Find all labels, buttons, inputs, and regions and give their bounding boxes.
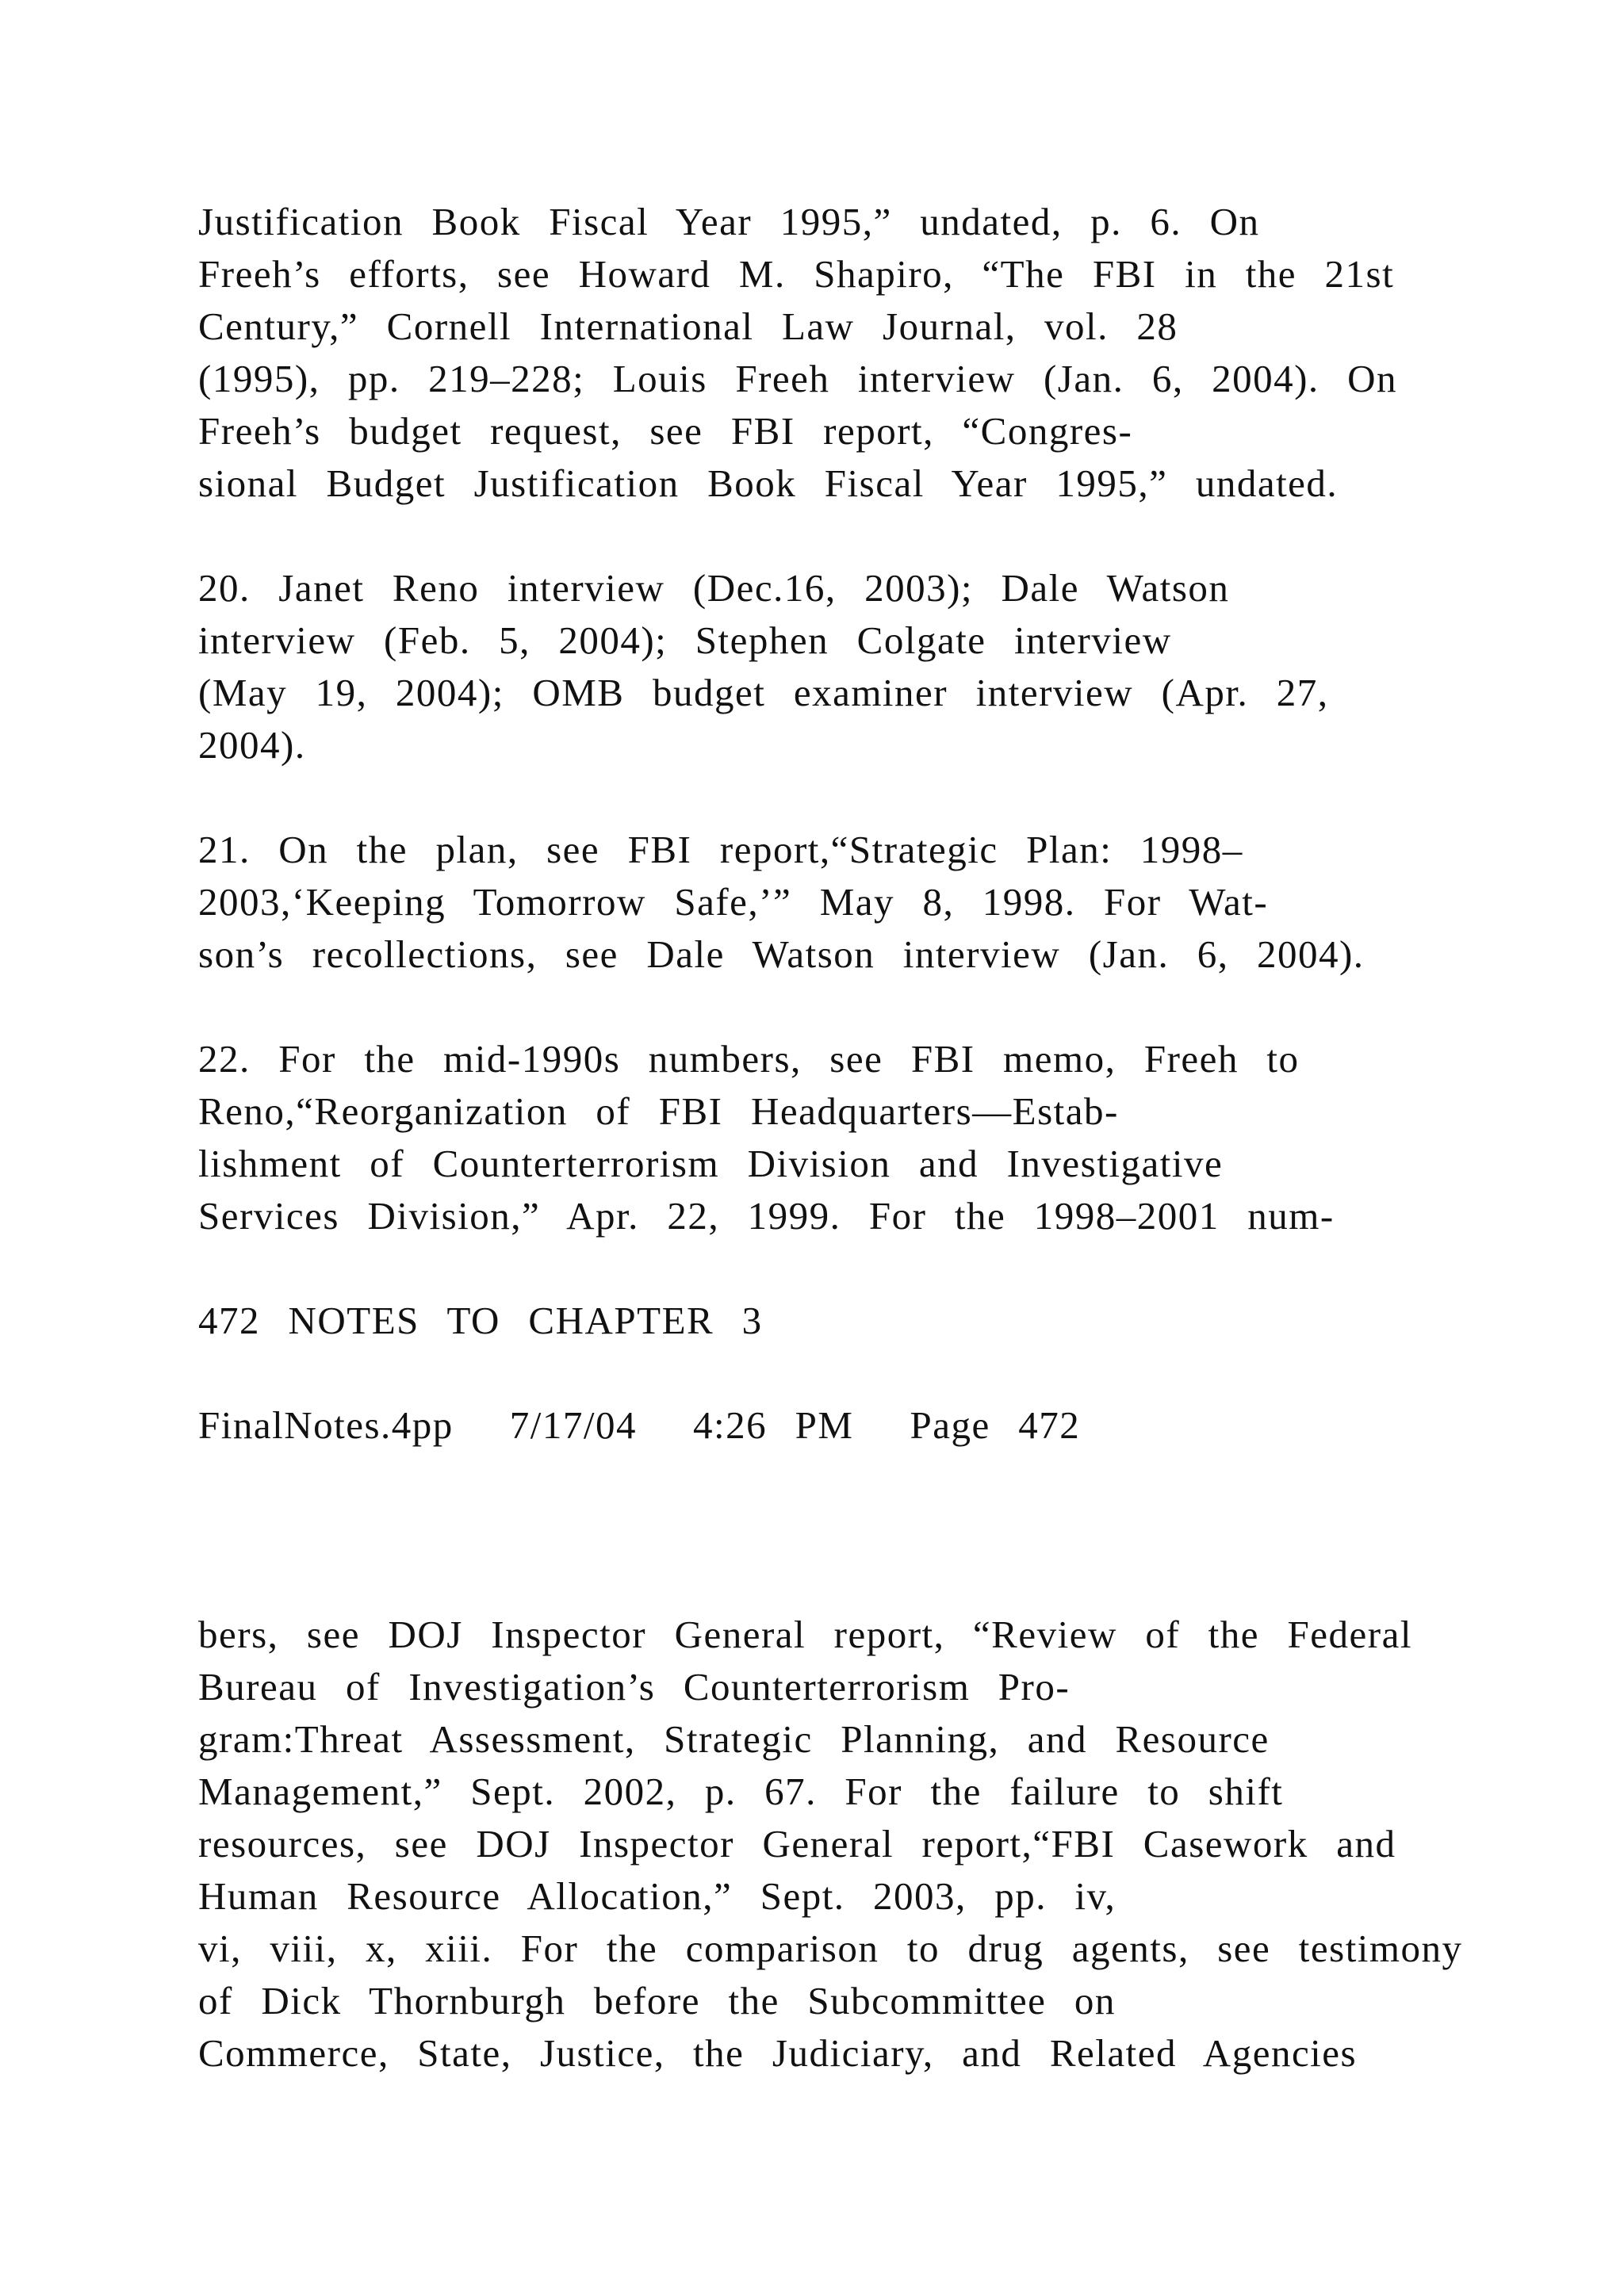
text-line: bers, see DOJ Inspector General report, “Review of the Federal — [198, 1613, 1412, 1656]
text-line: sional Budget Justification Book Fiscal Year 1995,” undated. — [198, 461, 1339, 505]
text-line: lishment of Counterterrorism Division and Investigative — [198, 1142, 1224, 1185]
text-line: son’s recollections, see Dale Watson interview (Jan. 6, 2004). — [198, 932, 1365, 976]
text-line: Justification Book Fiscal Year 1995,” undated, p. 6. On — [198, 200, 1260, 243]
text-line: 2003,‘Keeping Tomorrow Safe,’” May 8, 1998. For Wat- — [198, 880, 1269, 924]
text-line: resources, see DOJ Inspector General report,“FBI Casework and — [198, 1822, 1396, 1866]
text-line: of Dick Thornburgh before the Subcommittee on — [198, 1979, 1116, 2022]
text-line: (May 19, 2004); OMB budget examiner interview (Apr. 27, — [198, 671, 1329, 714]
text-line: interview (Feb. 5, 2004); Stephen Colgate interview — [198, 618, 1172, 662]
text-line: Freeh’s budget request, see FBI report, “Congres- — [198, 409, 1133, 453]
printer-slug: FinalNotes.4pp 7/17/04 4:26 PM Page 472 — [198, 1403, 1081, 1447]
text-line: Century,” Cornell International Law Journal, vol. 28 — [198, 304, 1178, 348]
text-line: 20. Janet Reno interview (Dec.16, 2003); Dale Watson — [198, 566, 1230, 610]
text-line: Commerce, State, Justice, the Judiciary, and Related Agencies — [198, 2031, 1358, 2075]
text-line: 22. For the mid-1990s numbers, see FBI memo, Freeh to — [198, 1037, 1300, 1081]
text-line: Bureau of Investigation’s Counterterrorism Pro- — [198, 1665, 1071, 1709]
text-line: (1995), pp. 219–228; Louis Freeh interview (Jan. 6, 2004). On — [198, 357, 1398, 400]
text-line: vi, viii, x, xiii. For the comparison to drug agents, see testimony — [198, 1927, 1463, 1970]
text-line: gram:Threat Assessment, Strategic Planning, and Resource — [198, 1717, 1270, 1761]
text-line: Reno,“Reorganization of FBI Headquarters—Estab- — [198, 1089, 1119, 1133]
text-line: Human Resource Allocation,” Sept. 2003, pp. iv, — [198, 1874, 1116, 1918]
text-line: Services Division,” Apr. 22, 1999. For the 1998–2001 num- — [198, 1194, 1335, 1238]
text-line: Freeh’s efforts, see Howard M. Shapiro, “The FBI in the 21st — [198, 252, 1395, 296]
running-footer: 472 NOTES TO CHAPTER 3 — [198, 1299, 763, 1342]
text-line: Management,” Sept. 2002, p. 67. For the failure to shift — [198, 1770, 1284, 1813]
text-line: 2004). — [198, 723, 306, 767]
text-line: 21. On the plan, see FBI report,“Strategic Plan: 1998– — [198, 828, 1243, 871]
